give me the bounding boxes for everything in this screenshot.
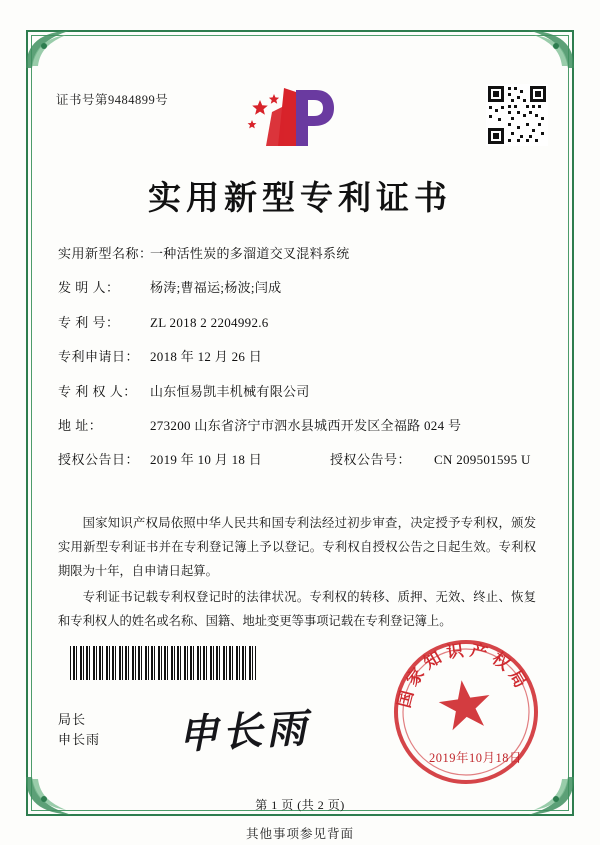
field-label: 实用新型名称： bbox=[58, 246, 153, 261]
signature-title-line2: 申长雨 bbox=[58, 732, 101, 748]
field-row-application-date bbox=[58, 349, 538, 366]
certificate-number: 证书号第9484899号 bbox=[56, 93, 169, 107]
field-row-inventors bbox=[58, 280, 538, 297]
field-row-patentee bbox=[58, 384, 538, 401]
svg-text:国家知识产权局: 国家知识产权局 bbox=[394, 640, 533, 711]
field-value: 一种活性炭的多溜道交叉混料系统 bbox=[150, 246, 350, 261]
field-value: 2019 年 10 月 18 日 bbox=[150, 452, 263, 468]
signature-title-line1: 局长 bbox=[58, 712, 87, 727]
page-title: 实用新型专利证书 bbox=[148, 178, 452, 217]
field-list bbox=[58, 246, 538, 487]
field-value: 273200 山东省济宁市泗水县城西开发区全福路 024 号 bbox=[150, 417, 462, 433]
field-value: ZL 2018 2 2204992.6 bbox=[150, 314, 269, 330]
signature-title bbox=[58, 710, 100, 750]
field-row-grant-announcement bbox=[58, 452, 538, 469]
field-row-patent-number bbox=[58, 315, 538, 332]
handwritten-signature: 申长雨 bbox=[177, 704, 312, 759]
qr-code-icon bbox=[486, 84, 548, 146]
footer-note: 其他事项参见背面 bbox=[245, 827, 354, 841]
field-value: 山东恒易凯丰机械有限公司 bbox=[150, 383, 310, 399]
field-label: 发 明 人： bbox=[58, 280, 120, 296]
field-label: 专 利 号： bbox=[58, 314, 120, 330]
field-label: 专利申请日： bbox=[58, 349, 140, 365]
page-number: 第 1 页 (共 2 页) bbox=[255, 798, 345, 812]
seal-date: 2019年10月18日 bbox=[428, 751, 522, 765]
field-row-name bbox=[58, 246, 538, 263]
barcode-icon bbox=[70, 646, 256, 680]
legal-text-block bbox=[58, 512, 536, 636]
field-label: 授权公告日： bbox=[58, 452, 140, 468]
field-value-secondary: CN 209501595 U bbox=[434, 452, 531, 468]
field-value: 2018 年 12 月 26 日 bbox=[150, 349, 263, 365]
field-row-address bbox=[58, 418, 538, 435]
field-label-secondary: 授权公告号： bbox=[330, 452, 412, 468]
patent-office-emblem-icon bbox=[244, 82, 356, 154]
field-label: 专 利 权 人： bbox=[58, 383, 137, 399]
paragraph-2: 专利证书记载专利权登记时的法律状况。专利权的转移、质押、无效、终止、恢复和专利权人的姓名或名称、国籍、地址变更等事项记载在专利登记簿上。 bbox=[58, 589, 536, 628]
field-label: 地 址： bbox=[58, 417, 103, 433]
paragraph-1: 国家知识产权局依照中华人民共和国专利法经过初步审查，决定授予专利权，颁发实用新型专利证书并在专利登记簿上予以登记。专利权自授权公告之日起生效。专利权期限为十年，自申请日起算。 bbox=[58, 516, 536, 578]
field-value: 杨涛;曹福运;杨波;闫成 bbox=[150, 280, 282, 296]
